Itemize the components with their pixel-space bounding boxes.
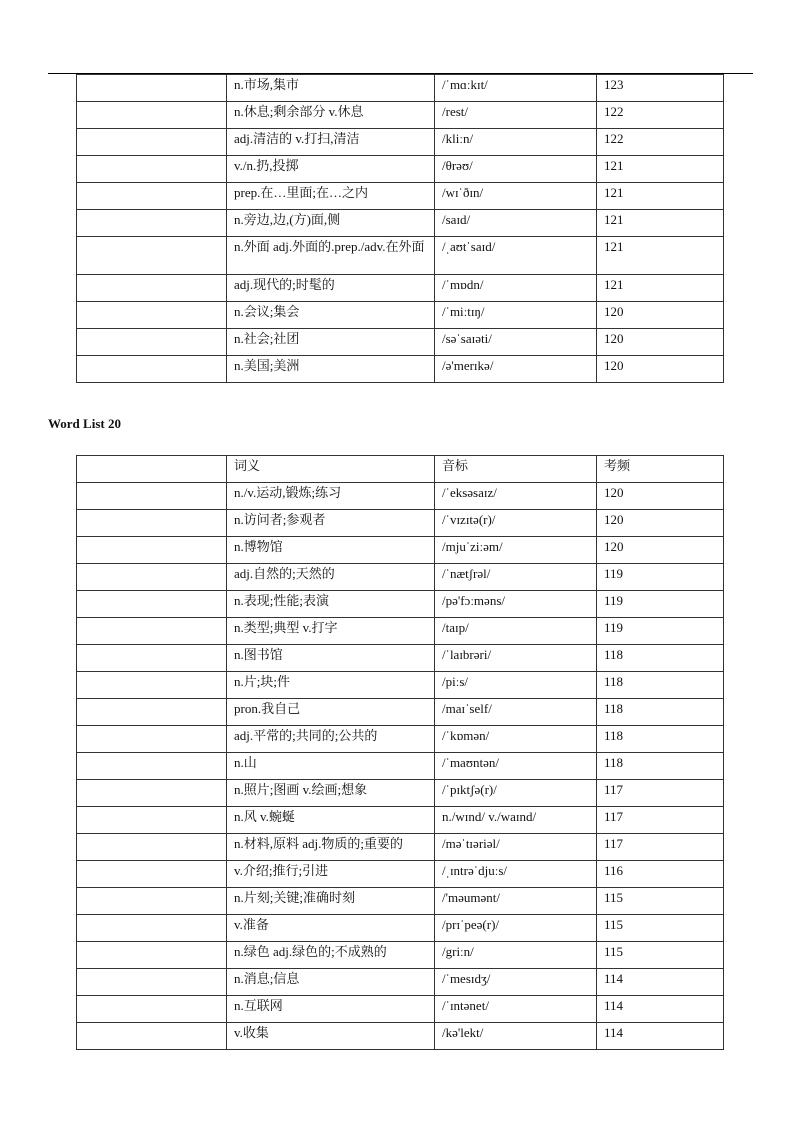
- frequency-cell: 123: [597, 75, 724, 102]
- frequency-cell: 118: [597, 672, 724, 699]
- index-cell: [77, 210, 227, 237]
- section-title: Word List 20: [48, 416, 121, 431]
- frequency-cell: 119: [597, 618, 724, 645]
- index-cell: [77, 672, 227, 699]
- index-cell: [77, 356, 227, 383]
- phonetic-cell: /məˈtɪəriəl/: [435, 834, 597, 861]
- meaning-cell: n.绿色 adj.绿色的;不成熟的: [227, 942, 435, 969]
- meaning-cell: n.材料,原料 adj.物质的;重要的: [227, 834, 435, 861]
- phonetic-cell: /ˈmɒdn/: [435, 275, 597, 302]
- index-cell: [77, 156, 227, 183]
- meaning-cell: v.介绍;推行;引进: [227, 861, 435, 888]
- frequency-cell: 115: [597, 942, 724, 969]
- table-row: [77, 645, 724, 672]
- table-header-row: [77, 456, 724, 483]
- index-cell: [77, 564, 227, 591]
- phonetic-cell: /θrəʊ/: [435, 156, 597, 183]
- phonetic-cell: /ə'merɪkə/: [435, 356, 597, 383]
- table-row: [77, 275, 724, 302]
- table-row: [77, 483, 724, 510]
- index-cell: [77, 102, 227, 129]
- meaning-cell: n.访问者;参观者: [227, 510, 435, 537]
- index-cell: [77, 726, 227, 753]
- meaning-cell: n.类型;典型 v.打字: [227, 618, 435, 645]
- frequency-cell: 120: [597, 483, 724, 510]
- phonetic-cell: /ˈlaɪbrəri/: [435, 645, 597, 672]
- frequency-cell: 120: [597, 356, 724, 383]
- table-row: [77, 915, 724, 942]
- index-cell: [77, 834, 227, 861]
- index-cell: [77, 645, 227, 672]
- table-row: [77, 329, 724, 356]
- table-row: [77, 996, 724, 1023]
- phonetic-cell: /rest/: [435, 102, 597, 129]
- frequency-cell: 121: [597, 183, 724, 210]
- table-row: [77, 102, 724, 129]
- phonetic-cell: /ˈkɒmən/: [435, 726, 597, 753]
- frequency-cell: 121: [597, 210, 724, 237]
- frequency-cell: 116: [597, 861, 724, 888]
- meaning-cell: n.休息;剩余部分 v.休息: [227, 102, 435, 129]
- phonetic-cell: /ˈeksəsaɪz/: [435, 483, 597, 510]
- phonetic-cell: /ˌɪntrəˈdjuːs/: [435, 861, 597, 888]
- table-row: [77, 537, 724, 564]
- index-cell: [77, 915, 227, 942]
- table-row: [77, 302, 724, 329]
- phonetic-cell: /saɪd/: [435, 210, 597, 237]
- phonetic-cell: /ˈvɪzɪtə(r)/: [435, 510, 597, 537]
- meaning-cell: adj.清洁的 v.打扫,清洁: [227, 129, 435, 156]
- table-row: [77, 618, 724, 645]
- table-row: [77, 699, 724, 726]
- index-cell: [77, 329, 227, 356]
- frequency-cell: 121: [597, 156, 724, 183]
- table-row: [77, 780, 724, 807]
- frequency-cell: 115: [597, 915, 724, 942]
- frequency-cell: 120: [597, 329, 724, 356]
- table-row: [77, 834, 724, 861]
- meaning-cell: n.片刻;关键;准确时刻: [227, 888, 435, 915]
- table-row: [77, 75, 724, 102]
- frequency-cell: 117: [597, 780, 724, 807]
- meaning-cell: n.美国;美洲: [227, 356, 435, 383]
- meaning-cell: n.会议;集会: [227, 302, 435, 329]
- index-cell: [77, 1023, 227, 1050]
- meaning-cell: n.消息;信息: [227, 969, 435, 996]
- meaning-cell: v.收集: [227, 1023, 435, 1050]
- table-row: [77, 210, 724, 237]
- frequency-cell: 121: [597, 275, 724, 302]
- meaning-cell: adj.现代的;时髦的: [227, 275, 435, 302]
- meaning-cell: adj.平常的;共同的;公共的: [227, 726, 435, 753]
- meaning-cell: prep.在…里面;在…之内: [227, 183, 435, 210]
- frequency-cell: 120: [597, 302, 724, 329]
- index-cell: [77, 456, 227, 483]
- meaning-cell: n.互联网: [227, 996, 435, 1023]
- table-row: [77, 1023, 724, 1050]
- meaning-cell: n./v.运动,锻炼;练习: [227, 483, 435, 510]
- table-row: [77, 510, 724, 537]
- meaning-cell: n.山: [227, 753, 435, 780]
- phonetic-cell: /ˈnætʃrəl/: [435, 564, 597, 591]
- frequency-cell: 121: [597, 237, 724, 275]
- frequency-cell: 118: [597, 753, 724, 780]
- phonetic-cell: /taɪp/: [435, 618, 597, 645]
- phonetic-cell: /kliːn/: [435, 129, 597, 156]
- phonetic-cell: /mjuˈziːəm/: [435, 537, 597, 564]
- index-cell: [77, 618, 227, 645]
- index-cell: [77, 996, 227, 1023]
- phonetic-cell: /prɪˈpeə(r)/: [435, 915, 597, 942]
- meaning-cell: n.照片;图画 v.绘画;想象: [227, 780, 435, 807]
- table-row: [77, 726, 724, 753]
- table-row: [77, 672, 724, 699]
- header-meaning: 词义: [227, 456, 435, 483]
- frequency-cell: 118: [597, 726, 724, 753]
- phonetic-cell: /'məumənt/: [435, 888, 597, 915]
- table-row: [77, 861, 724, 888]
- table-row: [77, 237, 724, 275]
- table-row: [77, 969, 724, 996]
- frequency-cell: 114: [597, 969, 724, 996]
- phonetic-cell: /piːs/: [435, 672, 597, 699]
- index-cell: [77, 302, 227, 329]
- frequency-cell: 114: [597, 996, 724, 1023]
- phonetic-cell: /pə'fɔːməns/: [435, 591, 597, 618]
- frequency-cell: 117: [597, 807, 724, 834]
- table-row: [77, 564, 724, 591]
- phonetic-cell: /ˌaʊtˈsaɪd/: [435, 237, 597, 275]
- frequency-cell: 122: [597, 129, 724, 156]
- table-row: [77, 753, 724, 780]
- header-frequency: 考频: [597, 456, 724, 483]
- frequency-cell: 122: [597, 102, 724, 129]
- index-cell: [77, 942, 227, 969]
- index-cell: [77, 753, 227, 780]
- table-row: [77, 807, 724, 834]
- phonetic-cell: /ˈpɪktʃə(r)/: [435, 780, 597, 807]
- phonetic-cell: /ˈmɑːkɪt/: [435, 75, 597, 102]
- frequency-cell: 115: [597, 888, 724, 915]
- table-row: [77, 591, 724, 618]
- frequency-cell: 119: [597, 564, 724, 591]
- meaning-cell: n.表现;性能;表演: [227, 591, 435, 618]
- meaning-cell: pron.我自己: [227, 699, 435, 726]
- frequency-cell: 118: [597, 645, 724, 672]
- table-row: [77, 129, 724, 156]
- frequency-cell: 118: [597, 699, 724, 726]
- phonetic-cell: /maɪˈself/: [435, 699, 597, 726]
- phonetic-cell: /griːn/: [435, 942, 597, 969]
- meaning-cell: v./n.扔,投掷: [227, 156, 435, 183]
- phonetic-cell: n./wɪnd/ v./waɪnd/: [435, 807, 597, 834]
- word-table-continued: [76, 74, 724, 383]
- table-row: [77, 942, 724, 969]
- meaning-cell: adj.自然的;天然的: [227, 564, 435, 591]
- meaning-cell: n.片;块;件: [227, 672, 435, 699]
- table-row: [77, 888, 724, 915]
- index-cell: [77, 275, 227, 302]
- phonetic-cell: /kə'lekt/: [435, 1023, 597, 1050]
- phonetic-cell: /səˈsaɪəti/: [435, 329, 597, 356]
- phonetic-cell: /ˈmesɪdʒ/: [435, 969, 597, 996]
- index-cell: [77, 183, 227, 210]
- meaning-cell: n.图书馆: [227, 645, 435, 672]
- index-cell: [77, 510, 227, 537]
- header-phonetic: 音标: [435, 456, 597, 483]
- frequency-cell: 120: [597, 537, 724, 564]
- index-cell: [77, 483, 227, 510]
- index-cell: [77, 699, 227, 726]
- frequency-cell: 120: [597, 510, 724, 537]
- index-cell: [77, 969, 227, 996]
- frequency-cell: 119: [597, 591, 724, 618]
- meaning-cell: n.社会;社团: [227, 329, 435, 356]
- table-row: [77, 356, 724, 383]
- index-cell: [77, 888, 227, 915]
- meaning-cell: v.准备: [227, 915, 435, 942]
- frequency-cell: 117: [597, 834, 724, 861]
- phonetic-cell: /ˈmaʊntən/: [435, 753, 597, 780]
- index-cell: [77, 780, 227, 807]
- frequency-cell: 114: [597, 1023, 724, 1050]
- meaning-cell: n.风 v.蜿蜒: [227, 807, 435, 834]
- phonetic-cell: /ˈɪntənet/: [435, 996, 597, 1023]
- index-cell: [77, 807, 227, 834]
- phonetic-cell: /ˈmiːtɪŋ/: [435, 302, 597, 329]
- meaning-cell: n.外面 adj.外面的.prep./adv.在外面: [227, 237, 435, 275]
- index-cell: [77, 537, 227, 564]
- index-cell: [77, 237, 227, 275]
- meaning-cell: n.旁边,边,(方)面,侧: [227, 210, 435, 237]
- index-cell: [77, 129, 227, 156]
- index-cell: [77, 591, 227, 618]
- table-row: [77, 183, 724, 210]
- meaning-cell: n.市场,集市: [227, 75, 435, 102]
- table-row: [77, 156, 724, 183]
- word-list-20-table: [76, 455, 724, 1050]
- phonetic-cell: /wɪˈðɪn/: [435, 183, 597, 210]
- index-cell: [77, 75, 227, 102]
- meaning-cell: n.博物馆: [227, 537, 435, 564]
- index-cell: [77, 861, 227, 888]
